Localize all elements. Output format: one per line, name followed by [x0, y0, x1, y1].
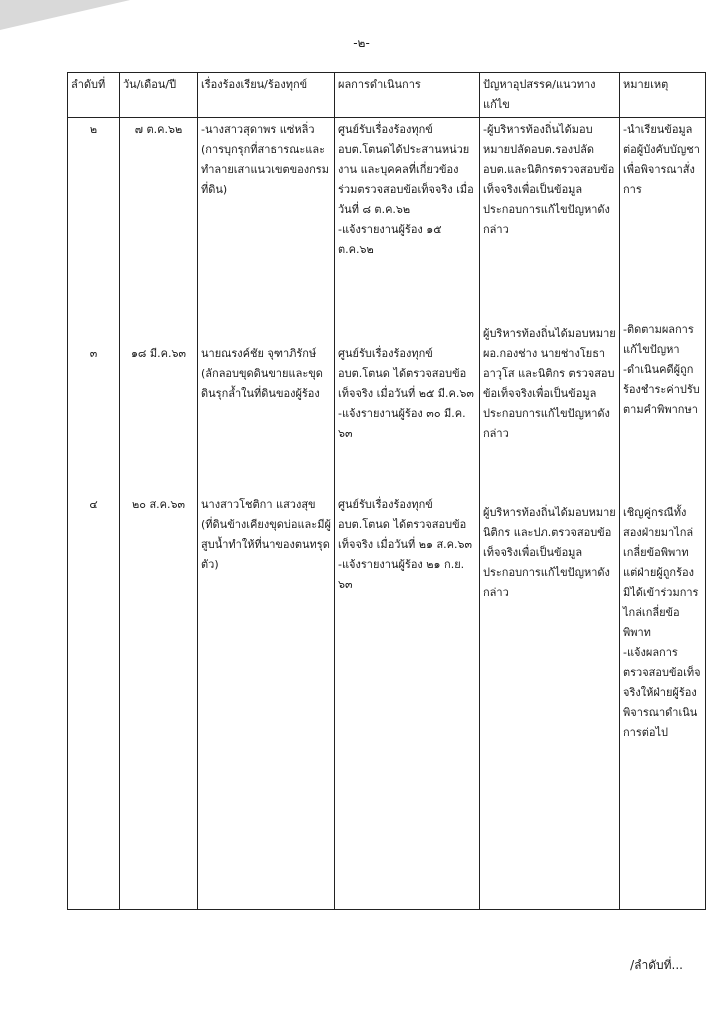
result-report: -แจ้งรายงานผู้ร้อง ๑๕ ต.ค.๖๒: [338, 223, 442, 256]
remark-secondary: -ดำเนินคดีผู้ถูกร้องชำระค่าปรับตามคำพิพากษา: [623, 362, 700, 416]
cell-complaint-text: นายณรงค์ชัย จุฑาภิรักษ์ (ลักลอบขุดดินขายและขุดดินรุกล้ำในที่ดินของผู้ร้อง: [201, 346, 323, 400]
cell-problem-text: ผู้บริหารท้องถิ่นได้มอบหมาย นิติกร และปภ.ตรวจสอบข้อเท็จจริงเพื่อเป็นข้อมูลประกอบการแก้ไขปัญหาดังกล่าว: [483, 505, 616, 599]
folded-corner: [0, 0, 130, 30]
header-complaint: เรื่องร้องเรียน/ร้องทุกข์: [198, 73, 335, 118]
table-row: [68, 318, 706, 493]
cell-complaint: -นางสาวสุดาพร แซ่หลิ่ว (การบุกรุกที่สาธารณะและทำลายเสาแนวเขตของกรมที่ดิน): [198, 118, 335, 318]
cell-problem: [480, 493, 620, 910]
cell-result: [335, 493, 480, 910]
cell-problem-text: ผู้บริหารท้องถิ่นได้มอบหมายผอ.กองช่าง นายช่างโยธาอาวุโส และนิติกร ตรวจสอบข้อเท็จจริงเพื่อเป็นข้อมูลประกอบการแก้ไขปัญหาดังกล่าว: [483, 326, 616, 440]
result-action: ศูนย์รับเรื่องร้องทุกข์ อบต.โตนด ได้ตรวจสอบข้อเท็จจริง เมื่อวันที่ ๒๕ มี.ค.๖๓: [338, 346, 474, 400]
cell-date-text: ๑๘ มี.ค.๖๓: [130, 346, 187, 360]
header-result: ผลการดำเนินการ: [335, 73, 480, 118]
cell-no: [68, 318, 120, 493]
header-remark: หมายเหตุ: [620, 73, 706, 118]
cell-remark: [620, 118, 706, 318]
result-action: ศูนย์รับเรื่องร้องทุกข์ อบต.โตนดได้ประสานหน่วยงาน และบุคคลที่เกี่ยวข้องร่วมตรวจสอบข้อเท็จจริง เมื่อวันที่ ๘ ต.ค.๖๒: [338, 123, 474, 216]
cell-problem: [480, 318, 620, 493]
cell-remark: [620, 318, 706, 493]
header-no: ลำดับที่: [68, 73, 120, 118]
cell-complaint: [198, 318, 335, 493]
remark-secondary: -แจ้งผลการตรวจสอบข้อเท็จจริงให้ฝ่ายผู้ร้องพิจารณาดำเนินการต่อไป: [623, 645, 701, 739]
cell-no-text: ๓: [89, 346, 98, 360]
cell-date: ๗ ต.ค.๖๒: [120, 118, 198, 318]
result-report: -แจ้งรายงานผู้ร้อง ๓๐ มี.ค. ๖๓: [338, 406, 466, 440]
remark-primary: -นำเรียนข้อมูลต่อผู้บังคับบัญชาเพื่อพิจารณาสั่งการ: [623, 123, 700, 196]
cell-date: [120, 318, 198, 493]
page-number: -๒-: [353, 36, 370, 50]
continuation-footer: /ลำดับที่...: [630, 958, 683, 972]
cell-no: ๒: [68, 118, 120, 318]
cell-problem: -ผู้บริหารท้องถิ่นได้มอบหมายปลัดอบต.รองปลัดอบต.และนิติกรตรวจสอบข้อเท็จจริงเพื่อเป็นข้อมูลประกอบการแก้ไขปัญหาดังกล่าว: [480, 118, 620, 318]
header-problem: ปัญหาอุปสรรค/แนวทางแก้ไข: [480, 73, 620, 118]
cell-result: [335, 118, 480, 318]
cell-result: [335, 318, 480, 493]
result-report: -แจ้งรายงานผู้ร้อง ๒๑ ก.ย. ๖๓: [338, 557, 465, 591]
table-row: [68, 493, 706, 910]
table-row: [68, 118, 706, 318]
table-header-row: [68, 73, 706, 118]
result-action: ศูนย์รับเรื่องร้องทุกข์ อบต.โตนด ได้ตรวจสอบข้อเท็จจริง เมื่อวันที่ ๒๑ ส.ค.๖๓: [338, 497, 473, 551]
complaints-table: [67, 72, 706, 910]
header-date: วัน/เดือน/ปี: [120, 73, 198, 118]
cell-no: ๔: [68, 493, 120, 910]
remark-primary: -ติดตามผลการแก้ไขปัญหา: [623, 322, 694, 356]
cell-remark: [620, 493, 706, 910]
cell-complaint: นางสาวโชติกา แสวงสุข (ที่ดินข้างเคียงขุดบ่อและมีผู้สูบน้ำทำให้ที่นาของตนทรุดตัว): [198, 493, 335, 910]
cell-date: ๒๐ ส.ค.๖๓: [120, 493, 198, 910]
remark-primary: เชิญคู่กรณีทั้งสองฝ่ายมาไกล่เกลี่ยข้อพิพาท แต่ฝ่ายผู้ถูกร้องมิได้เข้าร่วมการไกล่เกลี่ยข้อพิพาท: [623, 505, 699, 639]
